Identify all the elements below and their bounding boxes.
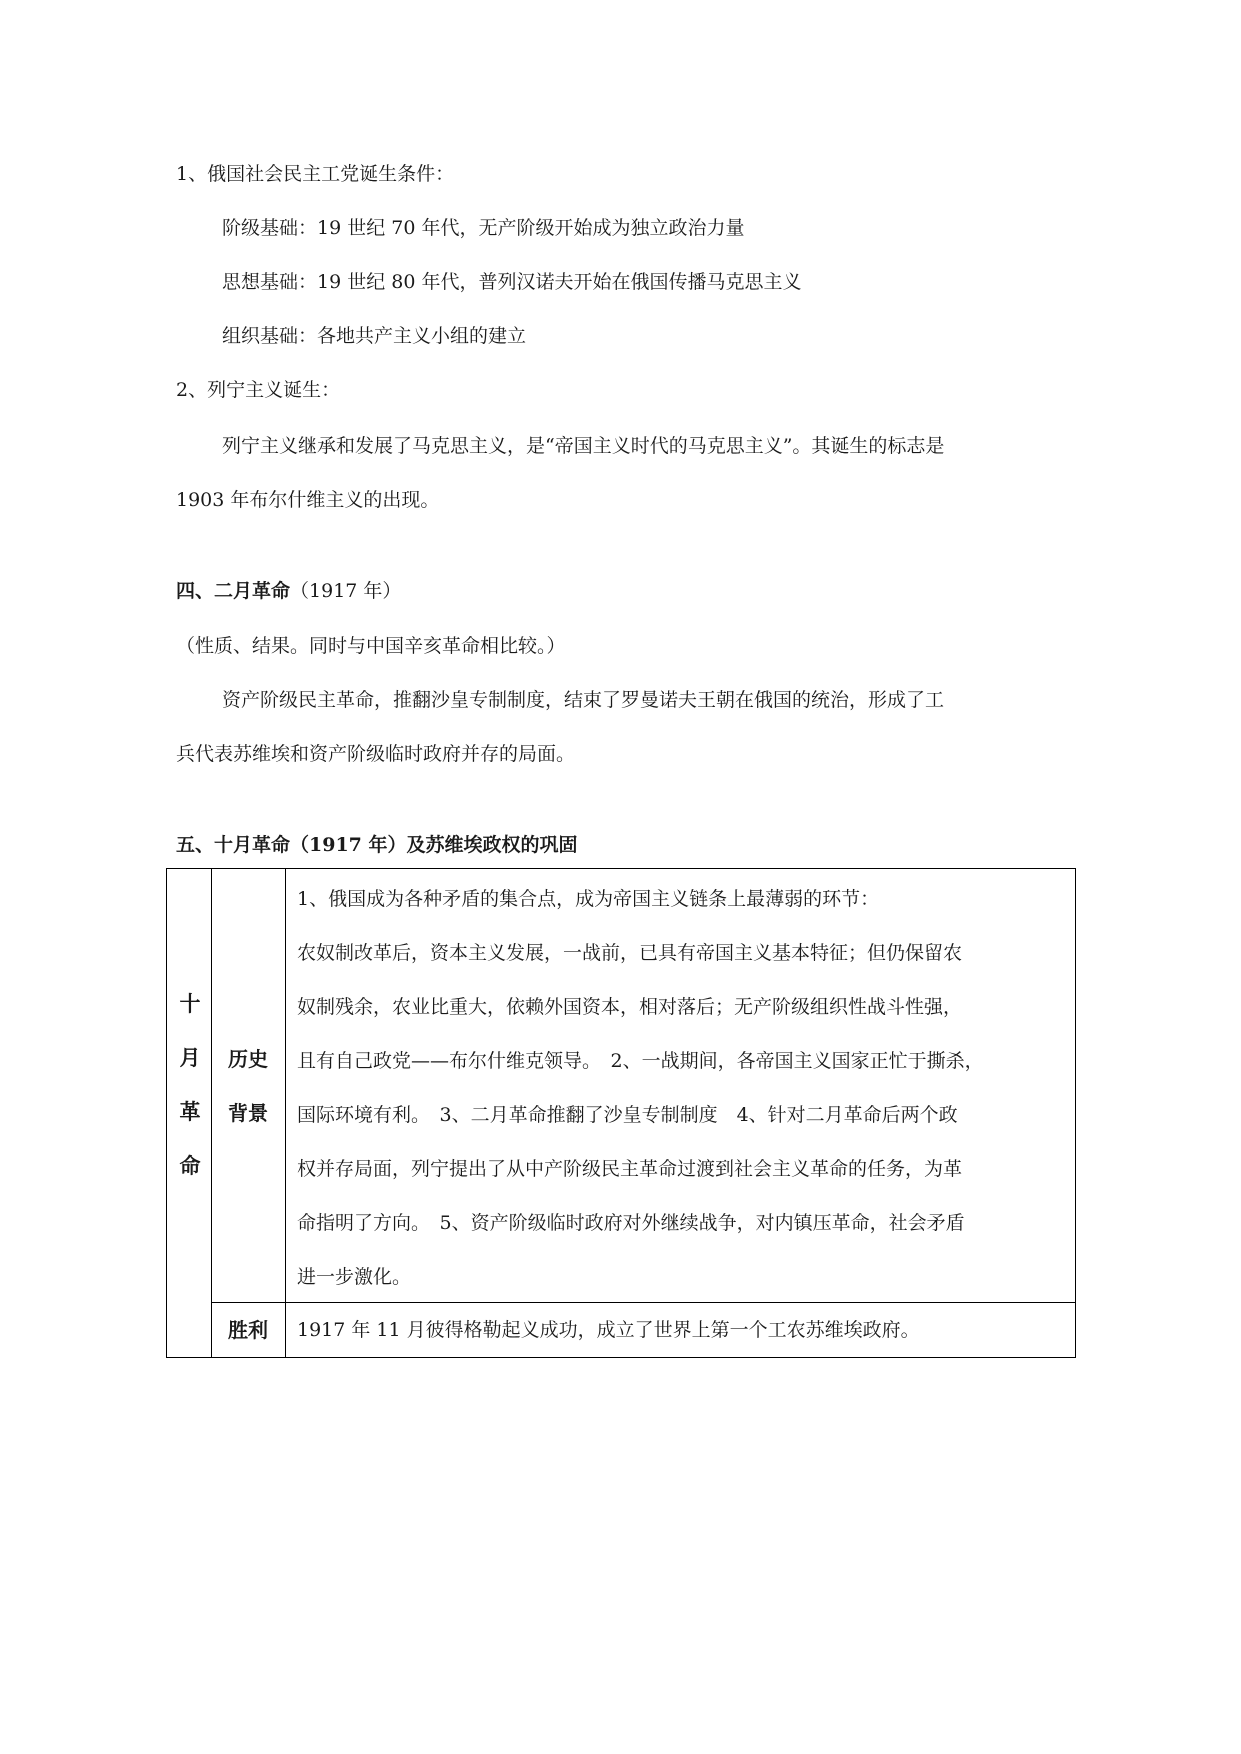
section4-heading: [176, 577, 401, 605]
section4-heading-title: 四、二月革命: [176, 580, 291, 602]
background-line-4: 且有自己政党——布尔什维克领导。 2、一战期间，各帝国主义国家正忙于撕杀，: [297, 1050, 984, 1072]
section4-note: （性质、结果。同时与中国辛亥革命相比较。）: [176, 635, 566, 657]
title-char-4: 命: [179, 1153, 201, 1178]
background-line-6: 权并存局面，列宁提出了从中产阶级民主革命过渡到社会主义革命的任务，为革: [297, 1158, 963, 1180]
background-line-1: 1、俄国成为各种矛盾的集合点，成为帝国主义链条上最薄弱的环节：: [297, 888, 880, 910]
section4-heading-year: （1917 年）: [290, 580, 402, 602]
background-line-2: 农奴制改革后，资本主义发展，一战前，已具有帝国主义基本特征；但仍保留农: [297, 942, 963, 964]
background-line-5: 国际环境有利。 3、二月革命推翻了沙皇专制制度 4、针对二月革命后两个政: [297, 1104, 958, 1126]
title-char-3: 革: [179, 1099, 201, 1124]
class-basis-line: 阶级基础：19 世纪 70 年代，无产阶级开始成为独立政治力量: [222, 217, 745, 239]
background-line-3: 奴制残余，农业比重大，依赖外国资本，相对落后；无产阶级组织性战斗性强，: [297, 996, 963, 1018]
background-label: [212, 1032, 284, 1140]
background-label-line-2: 背景: [228, 1101, 268, 1125]
section4-body-line-2: 兵代表苏维埃和资产阶级临时政府并存的局面。: [176, 743, 576, 765]
title-char-1: 十: [179, 991, 201, 1016]
victory-label: 胜利: [228, 1318, 268, 1342]
title-char-2: 月: [179, 1045, 201, 1070]
item1-title: 1、俄国社会民主工党诞生条件：: [176, 163, 455, 185]
background-line-7: 命指明了方向。 5、资产阶级临时政府对外继续战争，对内镇压革命，社会矛盾: [297, 1212, 965, 1234]
victory-content: 1917 年 11 月彼得格勒起义成功，成立了世界上第一个工农苏维埃政府。: [297, 1319, 920, 1341]
background-label-line-1: 历史: [228, 1047, 268, 1071]
section5-heading: 五、十月革命（1917 年）及苏维埃政权的巩固: [176, 834, 578, 856]
leninism-line-1: 列宁主义继承和发展了马克思主义，是“帝国主义时代的马克思主义”。其诞生的标志是: [222, 435, 945, 457]
item2-title: 2、列宁主义诞生：: [176, 379, 341, 401]
table-col-divider-2: [285, 869, 286, 1357]
background-line-8: 进一步激化。: [297, 1266, 412, 1288]
ideology-basis-line: 思想基础：19 世纪 80 年代，普列汉诺夫开始在俄国传播马克思主义: [222, 271, 802, 293]
section4-body-line-1: 资产阶级民主革命，推翻沙皇专制制度，结束了罗曼诺夫王朝在俄国的统治，形成了工: [222, 689, 945, 711]
leninism-line-2: 1903 年布尔什维主义的出现。: [176, 489, 440, 511]
october-revolution-table: [166, 868, 1076, 1358]
table-title-vertical: [167, 977, 213, 1193]
organization-basis-line: 组织基础：各地共产主义小组的建立: [222, 325, 527, 347]
